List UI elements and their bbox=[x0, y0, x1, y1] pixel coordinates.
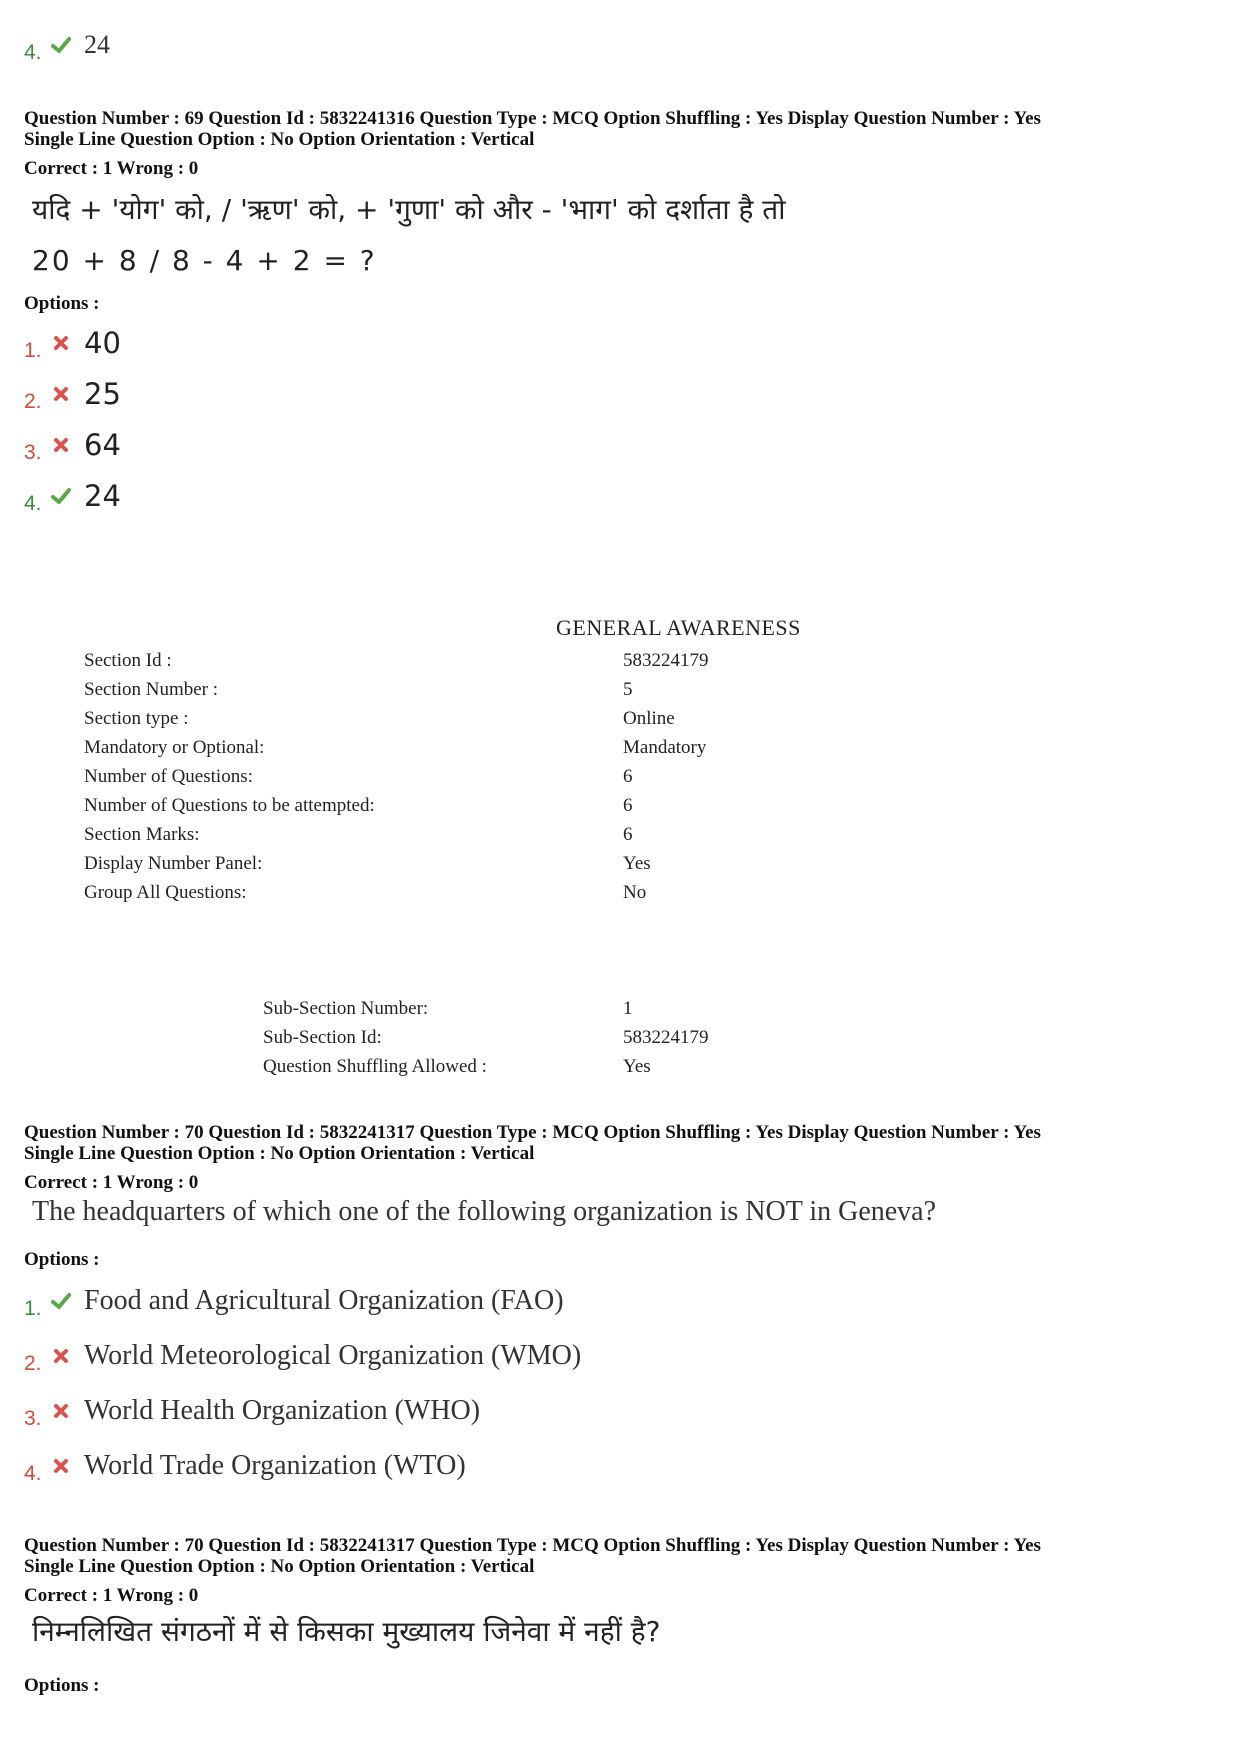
option-row bbox=[24, 371, 121, 417]
option-number: 3. bbox=[24, 1407, 42, 1430]
section-title: GENERAL AWARENESS bbox=[556, 615, 801, 640]
section-label: Section Number : bbox=[84, 679, 219, 700]
option-value: Food and Agricultural Organization (FAO) bbox=[84, 1285, 564, 1316]
question-meta-line1: Question Number : 70 Question Id : 5832241317 Question Type : MCQ Option Shuffling : Yes Display Question Number : Yes bbox=[24, 1535, 1041, 1556]
cross-icon bbox=[50, 1455, 72, 1477]
question-meta-line2: Single Line Question Option : No Option Orientation : Vertical bbox=[24, 1143, 535, 1164]
option-value: 64 bbox=[84, 428, 121, 462]
option-value: 25 bbox=[84, 377, 121, 411]
question-meta-line2: Single Line Question Option : No Option Orientation : Vertical bbox=[24, 1556, 535, 1577]
check-icon bbox=[50, 1290, 72, 1312]
option-value: World Health Organization (WHO) bbox=[84, 1395, 481, 1426]
section-value: 6 bbox=[623, 795, 633, 816]
option-number: 4. bbox=[24, 1462, 42, 1485]
question-meta-line2: Single Line Question Option : No Option Orientation : Vertical bbox=[24, 129, 535, 150]
question-meta-line1: Question Number : 70 Question Id : 5832241317 Question Type : MCQ Option Shuffling : Yes Display Question Number : Yes bbox=[24, 1122, 1041, 1143]
section-label: Display Number Panel: bbox=[84, 853, 263, 874]
option-number: 4. bbox=[24, 41, 42, 64]
cross-icon bbox=[50, 1400, 72, 1422]
section-label: Mandatory or Optional: bbox=[84, 737, 265, 758]
option-row bbox=[24, 1388, 480, 1434]
option-value: World Meteorological Organization (WMO) bbox=[84, 1340, 582, 1371]
question-meta bbox=[24, 1122, 1041, 1164]
section-label: Section Marks: bbox=[84, 824, 200, 845]
subsection-label: Question Shuffling Allowed : bbox=[263, 1056, 487, 1077]
question-marks: Correct : 1 Wrong : 0 bbox=[24, 1172, 199, 1193]
option-row bbox=[24, 422, 121, 468]
options-label: Options : bbox=[24, 1675, 100, 1696]
option-row bbox=[24, 320, 121, 366]
section-value: 6 bbox=[623, 824, 633, 845]
subsection-label: Sub-Section Id: bbox=[263, 1027, 382, 1048]
option-row bbox=[24, 22, 110, 68]
question-marks: Correct : 1 Wrong : 0 bbox=[24, 158, 199, 179]
cross-icon bbox=[50, 332, 72, 354]
subsection-value: 583224179 bbox=[623, 1027, 709, 1048]
section-label: Number of Questions: bbox=[84, 766, 253, 787]
question-marks: Correct : 1 Wrong : 0 bbox=[24, 1585, 199, 1606]
option-number: 3. bbox=[24, 441, 42, 464]
cross-icon bbox=[50, 383, 72, 405]
section-label: Group All Questions: bbox=[84, 882, 247, 903]
option-number: 1. bbox=[24, 1297, 42, 1320]
option-number: 4. bbox=[24, 492, 42, 515]
subsection-value: Yes bbox=[623, 1056, 651, 1077]
section-value: 5 bbox=[623, 679, 633, 700]
check-icon bbox=[50, 34, 72, 56]
section-value: 583224179 bbox=[623, 650, 709, 671]
option-number: 2. bbox=[24, 1352, 42, 1375]
options-label: Options : bbox=[24, 1249, 100, 1270]
option-number: 2. bbox=[24, 390, 42, 413]
option-row bbox=[24, 1333, 581, 1379]
section-value: Yes bbox=[623, 853, 651, 874]
section-label: Section Id : bbox=[84, 650, 172, 671]
section-value: Online bbox=[623, 708, 675, 729]
question-meta bbox=[24, 108, 1041, 150]
question-text: यदि + 'योग' को, / 'ऋण' को, + 'गुणा' को और - 'भाग' को दर्शाता है तो bbox=[32, 193, 786, 226]
section-value: 6 bbox=[623, 766, 633, 787]
option-value: 40 bbox=[84, 326, 121, 360]
option-number: 1. bbox=[24, 339, 42, 362]
option-row bbox=[24, 473, 121, 519]
option-row bbox=[24, 1278, 564, 1324]
option-value: 24 bbox=[84, 30, 110, 59]
subsection-value: 1 bbox=[623, 998, 633, 1019]
option-value: 24 bbox=[84, 479, 121, 513]
cross-icon bbox=[50, 434, 72, 456]
section-value: Mandatory bbox=[623, 737, 707, 758]
question-meta-line1: Question Number : 69 Question Id : 5832241316 Question Type : MCQ Option Shuffling : Yes Display Question Number : Yes bbox=[24, 108, 1041, 129]
option-row bbox=[24, 1443, 466, 1489]
option-value: World Trade Organization (WTO) bbox=[84, 1450, 466, 1481]
section-label: Number of Questions to be attempted: bbox=[84, 795, 375, 816]
section-label: Section type : bbox=[84, 708, 189, 729]
section-value: No bbox=[623, 882, 647, 903]
question-expression: 20 + 8 / 8 - 4 + 2 = ? bbox=[32, 244, 377, 277]
question-meta bbox=[24, 1535, 1041, 1577]
question-text: The headquarters of which one of the following organization is NOT in Geneva? bbox=[32, 1196, 937, 1227]
options-label: Options : bbox=[24, 293, 100, 314]
subsection-label: Sub-Section Number: bbox=[263, 998, 429, 1019]
cross-icon bbox=[50, 1345, 72, 1367]
question-text: निम्नलिखित संगठनों में से किसका मुख्यालय जिनेवा में नहीं है? bbox=[32, 1615, 661, 1648]
check-icon bbox=[50, 485, 72, 507]
